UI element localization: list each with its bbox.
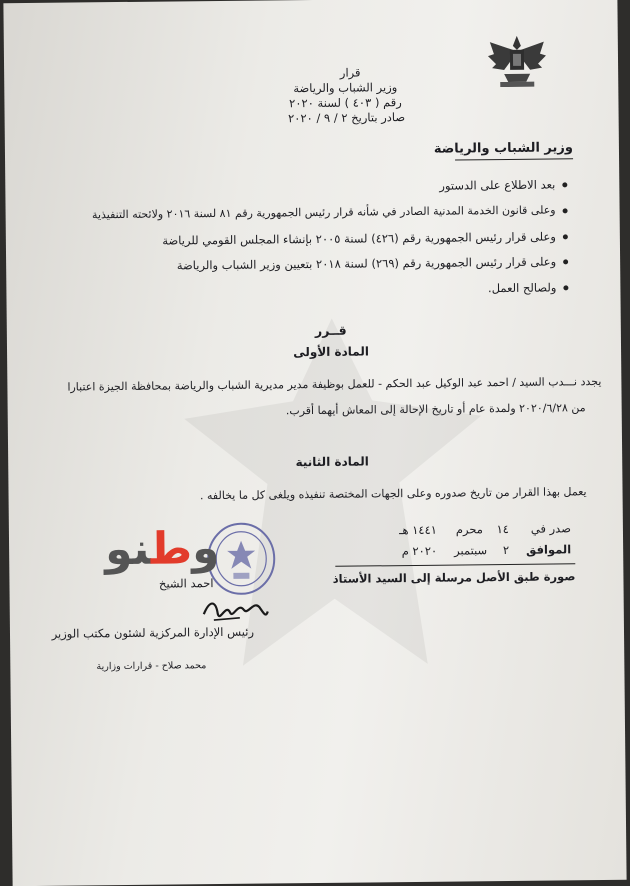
minister-title: وزير الشباب والرياضة	[433, 140, 574, 157]
greg-day: ٢	[502, 542, 510, 558]
preamble-item: بعد الاطلاع على الدستور	[439, 177, 556, 193]
preamble-item: وعلى قانون الخدمة المدنية الصادر في شأنه قرار رئيس الجمهورية رقم ٨١ لسنة ٢٠١٦ ولائحته التنفيذية	[91, 203, 556, 222]
greg-month: سبتمبر	[454, 543, 488, 558]
article-one-line1: يجدد نـــدب السيد / احمد عبد الوكيل عبد الحكم - للعمل بوظيفة مدير مديرية الشباب والرياضة بمحافظة الجيزة اعتبارا	[67, 374, 602, 394]
hijri-year: ١٤٤١ هـ	[399, 522, 438, 538]
preamble-item: وعلى قرار رئيس الجمهورية رقم (٢٦٩) لسنة ٢٠١٨ بتعيين وزير الشباب والرياضة	[176, 254, 557, 273]
overlay-logo: وطنو	[104, 523, 220, 576]
article-two-title: المادة الثانية	[295, 454, 369, 470]
article-two-line1: يعمل بهذا القرار من تاريخ صدوره وعلى الجهات المختصة تنفيذه ويلغى كل ما يخالفه .	[199, 485, 587, 503]
decree-number: رقم ( ٤٠٣ ) لسنة ٢٠٢٠	[289, 95, 402, 111]
handwritten-signature-icon	[200, 593, 270, 626]
copy-note: صورة طبق الأصل مرسلة إلى السيد الأستاذ	[332, 569, 576, 586]
issuer-line: وزير الشباب والرياضة	[293, 80, 398, 96]
bullet-icon	[563, 285, 568, 290]
bullet-icon	[563, 208, 568, 213]
title-underline	[455, 158, 573, 160]
greg-year: ٢٠٢٠ م	[401, 543, 438, 559]
preamble-item: وعلى قرار رئيس الجمهورية رقم (٤٢٦) لسنة ٢٠٠٥ بإنشاء المجلس القومي للرياضة	[162, 229, 556, 248]
article-one-title: المادة الأولى	[293, 344, 370, 360]
preamble-item: ولصالح العمل.	[487, 280, 557, 296]
decree-document	[3, 0, 626, 886]
egypt-eagle-emblem-icon	[486, 32, 549, 91]
footer-note: محمد صلاح - قرارات وزارية	[96, 660, 207, 673]
bullet-icon	[563, 259, 568, 264]
decree-date: صادر بتاريخ ٢ / ٩ / ٢٠٢٠	[287, 110, 406, 126]
bullet-icon	[562, 182, 567, 187]
hijri-day: ١٤	[496, 521, 509, 537]
signatory-title: رئيس الإدارة المركزية لشئون مكتب الوزير	[51, 624, 255, 641]
greg-label: الموافق	[526, 542, 572, 557]
bullet-icon	[563, 234, 568, 239]
hijri-month: محرم	[455, 522, 484, 537]
signatory-name: احمد الشيخ	[158, 576, 214, 591]
decided-heading: قــرر	[314, 322, 347, 338]
decree-label: قرار	[339, 65, 361, 80]
hijri-label: صدر في	[530, 521, 571, 536]
article-one-line2: من ٢٠٢٠/٦/٢٨ ولمدة عام أو تاريخ الإحالة إلى المعاش أيهما أقرب.	[285, 401, 586, 418]
